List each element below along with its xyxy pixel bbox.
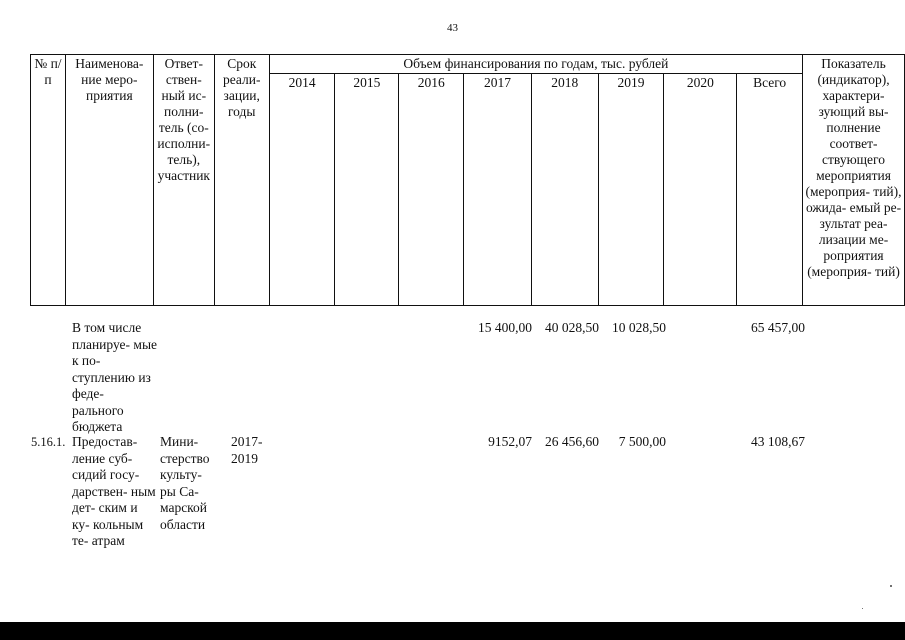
row-2-total: 43 108,67	[751, 434, 805, 449]
row-1-2017: 15 400,00	[478, 320, 532, 335]
scan-speck	[862, 608, 863, 609]
row-2-name: Предостав- ление суб- сидий госу- дарствен- ным дет- ским и ку- кольным те- атрам	[72, 434, 156, 548]
header-table	[30, 54, 905, 306]
row-2-term: 2017- 2019	[231, 434, 263, 466]
header-year: 2017	[464, 74, 532, 306]
header-year: 2014	[269, 74, 335, 306]
header-year: 2020	[664, 74, 737, 306]
scan-speck	[890, 585, 892, 587]
row-2-num: 5.16.1.	[31, 435, 66, 449]
header-year: 2019	[598, 74, 664, 306]
row-1-2018: 40 028,50	[545, 320, 599, 335]
header-responsible: Ответ- ствен- ный ис- полни- тель (со- исполни- тель), участник	[153, 55, 214, 306]
header-year: 2018	[531, 74, 598, 306]
row-2-2019: 7 500,00	[618, 434, 666, 449]
header-total: Всего	[737, 74, 803, 306]
header-num: № п/п	[31, 55, 66, 306]
scan-bottom-border	[0, 622, 905, 640]
header-term: Срок реали- зации, годы	[214, 55, 269, 306]
header-year: 2016	[399, 74, 464, 306]
header-name: Наименова- ние меро- приятия	[65, 55, 153, 306]
page-number: 43	[447, 22, 458, 34]
row-2-2017: 9152,07	[488, 434, 532, 449]
header-indicator: Показатель (индикатор), характери- зующий вы- полнение соответ- ствующего мероприятия (мероприя- тий), ожида- емый ре- зультат реа- лизации ме- роприятия (мероприя- тий)	[803, 55, 905, 306]
row-1-total: 65 457,00	[751, 320, 805, 335]
header-funding: Объем финансирования по годам, тыс. рублей	[269, 55, 802, 74]
row-1-name: В том числе планируе- мые к по- ступлению из феде- рального бюджета	[72, 320, 158, 434]
header-year: 2015	[335, 74, 399, 306]
row-1-2019: 10 028,50	[612, 320, 666, 335]
row-2-2018: 26 456,60	[545, 434, 599, 449]
row-2-responsible: Мини- стерство культу- ры Са- марской области	[160, 434, 210, 532]
